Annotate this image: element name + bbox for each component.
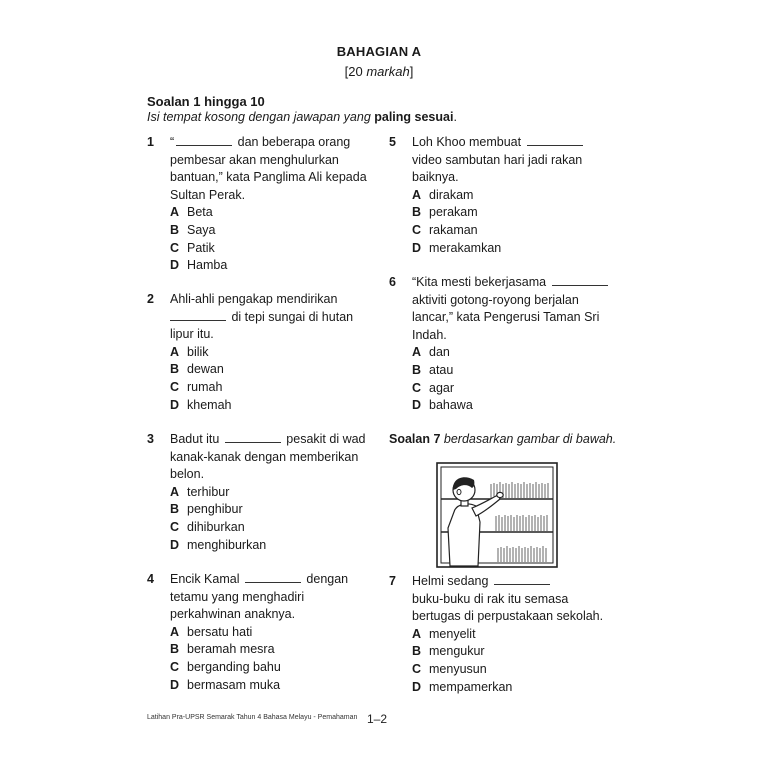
stem-text: dan beberapa orang	[234, 135, 351, 149]
answer-blank	[176, 134, 232, 146]
option-d[interactable]: D merakamkan	[412, 240, 502, 255]
stem-text: Loh Khoo membuat	[412, 135, 525, 149]
option-d[interactable]: D Hamba	[170, 258, 228, 273]
bookshelf-illustration	[436, 462, 558, 568]
answer-blank	[494, 573, 550, 585]
question-number: 5	[389, 135, 396, 149]
section-title: BAHAGIAN A	[336, 44, 422, 59]
question-body	[170, 431, 366, 554]
option-a[interactable]: A dirakam	[412, 187, 474, 202]
stem-text: pembesar akan menghulurkan	[170, 152, 339, 167]
question-body	[170, 134, 367, 275]
option-d[interactable]: D bahawa	[412, 398, 473, 413]
option-c[interactable]: C agar	[412, 380, 455, 395]
stem-text: bertugas di perpustakaan sekolah.	[412, 609, 604, 624]
answer-blank	[225, 431, 281, 443]
question-number: 6	[389, 275, 396, 289]
marks-close: ]	[409, 64, 414, 79]
option-d[interactable]: D mempamerkan	[412, 679, 513, 694]
option-a[interactable]: A Beta	[170, 205, 213, 220]
stem-text: Sultan Perak.	[170, 187, 246, 202]
stem-text: Helmi sedang	[412, 574, 492, 588]
question-number: 1	[147, 135, 154, 149]
stem-text: bantuan,” kata Panglima Ali kepada	[170, 170, 367, 185]
option-a[interactable]: A terhibur	[170, 484, 230, 499]
instruction-bold: paling sesuai	[374, 110, 454, 124]
question-number: 3	[147, 432, 154, 446]
option-b[interactable]: B beramah mesra	[170, 642, 275, 657]
stem-text: Encik Kamal	[170, 572, 243, 586]
answer-blank	[552, 274, 608, 286]
question-body	[412, 134, 585, 257]
option-a[interactable]: A menyelit	[412, 626, 476, 641]
stem-text: pesakit di wad	[282, 432, 366, 446]
answer-blank	[245, 571, 301, 583]
option-d[interactable]: D bermasam muka	[170, 677, 281, 692]
stem-text: kanak-kanak dengan memberikan	[170, 449, 359, 464]
stem-text: Indah.	[412, 327, 447, 342]
boy-shelving-books-image	[436, 462, 558, 568]
instruction	[147, 110, 457, 124]
option-b[interactable]: B atau	[412, 362, 454, 377]
option-b[interactable]: B perakam	[412, 205, 478, 220]
stem-text: baiknya.	[412, 170, 459, 185]
marks-word: markah	[366, 64, 410, 79]
stem-text: “	[170, 135, 175, 149]
caption-italic: berdasarkan gambar di bawah.	[440, 432, 617, 446]
stem-text: Ahli-ahli pengakap mendirikan	[170, 292, 338, 306]
stem-text: Badut itu	[170, 432, 223, 446]
instruction-italic: Isi tempat kosong dengan jawapan yang	[147, 110, 375, 124]
option-b[interactable]: B dewan	[170, 362, 224, 377]
stem-text: perkahwinan anaknya.	[170, 607, 296, 622]
option-a[interactable]: A bilik	[170, 344, 209, 359]
option-c[interactable]: C rakaman	[412, 222, 478, 237]
total-marks	[0, 64, 758, 79]
stem-text: buku-buku di rak itu semasa	[412, 591, 569, 606]
question-range-heading: Soalan 1 hingga 10	[147, 94, 265, 109]
stem-text: lancar,” kata Pengerusi Taman Sri	[412, 310, 600, 325]
answer-blank	[527, 134, 583, 146]
option-d[interactable]: D khemah	[170, 397, 232, 412]
option-a[interactable]: A bersatu hati	[170, 624, 253, 639]
question-body	[170, 571, 348, 694]
instruction-end: .	[453, 110, 457, 124]
page-number: 1–2	[367, 712, 388, 726]
caption-bold: Soalan 7	[389, 432, 441, 446]
stem-text: belon.	[170, 467, 205, 482]
option-b[interactable]: B mengukur	[412, 644, 485, 659]
option-c[interactable]: C menyusun	[412, 661, 487, 676]
question-body	[170, 291, 353, 414]
question-body	[412, 573, 603, 696]
stem-text: “Kita mesti bekerjasama	[412, 275, 550, 289]
option-b[interactable]: B Saya	[170, 222, 216, 237]
stem-text: lipur itu.	[170, 327, 214, 342]
option-c[interactable]: C rumah	[170, 379, 223, 394]
stem-text: tetamu yang menghadiri	[170, 589, 305, 604]
stem-text: aktiviti gotong-royong berjalan	[412, 292, 579, 307]
option-c[interactable]: C Patik	[170, 240, 215, 255]
option-c[interactable]: C berganding bahu	[170, 659, 281, 674]
question-number: 7	[389, 574, 396, 588]
question-body	[412, 274, 610, 415]
stem-text: di tepi sungai di hutan	[228, 309, 354, 324]
option-c[interactable]: C dihiburkan	[170, 519, 245, 534]
option-a[interactable]: A dan	[412, 345, 450, 360]
stem-text: video sambutan hari jadi rakan	[412, 152, 583, 167]
question-number: 2	[147, 292, 154, 306]
footer-book-title: Latihan Pra-UPSR Semarak Tahun 4 Bahasa Melayu - Pemahaman	[147, 714, 358, 721]
answer-blank	[170, 309, 226, 321]
option-d[interactable]: D menghiburkan	[170, 537, 267, 552]
figure-caption	[389, 432, 616, 446]
question-number: 4	[147, 572, 154, 586]
marks-open: [20	[344, 64, 367, 79]
stem-text: dengan	[302, 572, 349, 586]
option-b[interactable]: B penghibur	[170, 502, 243, 517]
